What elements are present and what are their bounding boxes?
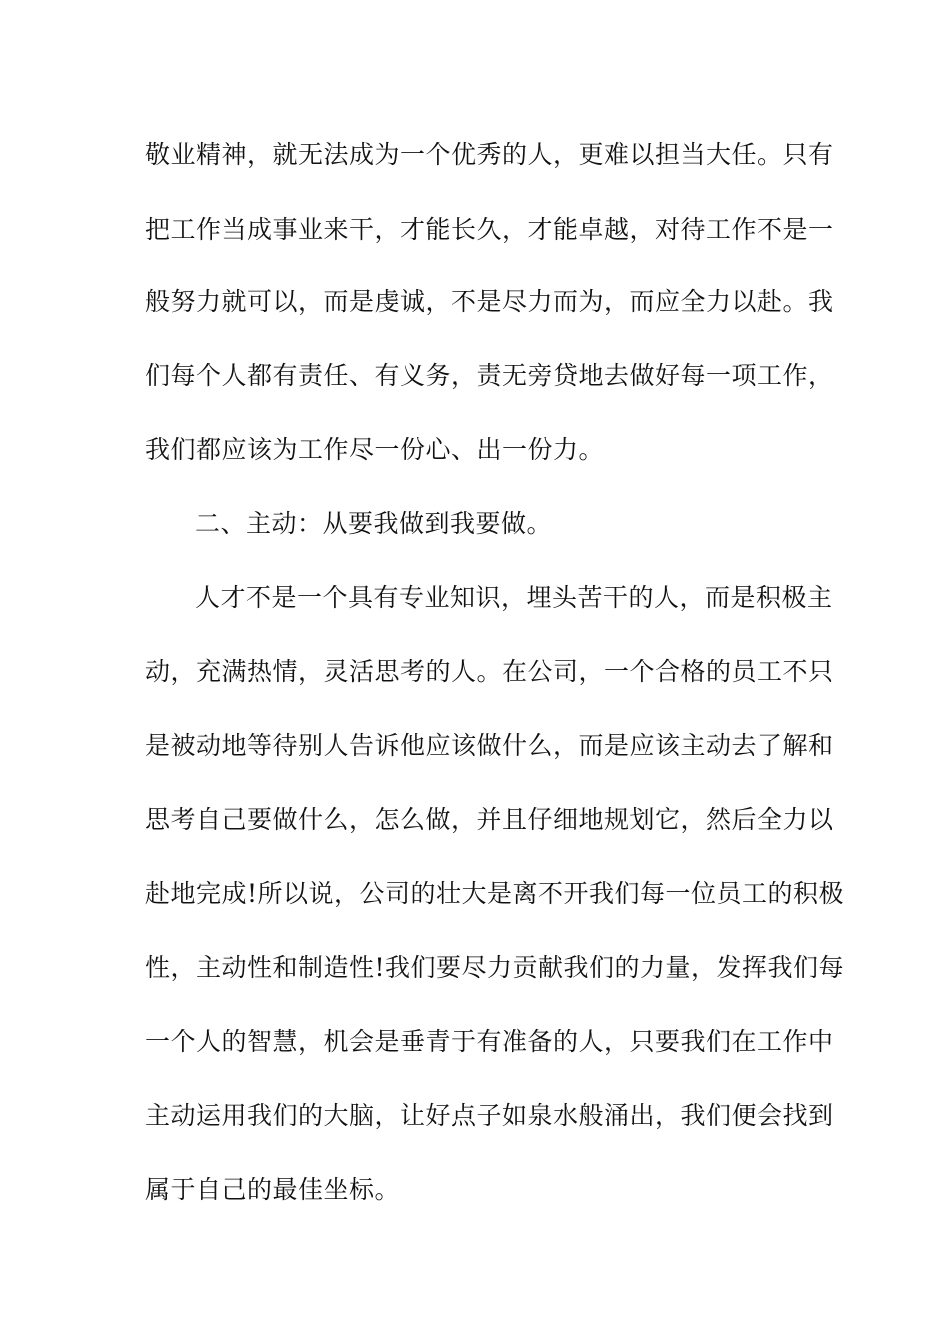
paragraph-line: 敬业精神，就无法成为一个优秀的人，更难以担当大任。只有 (145, 140, 834, 169)
paragraph-line: 属于自己的最佳坐标。 (145, 1175, 401, 1204)
paragraph-line: 人才不是一个具有专业知识，埋头苦干的人，而是积极主 (195, 583, 833, 612)
paragraph-line: 赴地完成!所以说，公司的壮大是离不开我们每一位员工的积极 (145, 879, 845, 908)
paragraph-line: 主动运用我们的大脑，让好点子如泉水般涌出，我们便会找到 (145, 1101, 834, 1130)
paragraph-line: 思考自己要做什么，怎么做，并且仔细地规划它，然后全力以 (145, 805, 834, 834)
paragraph-line: 般努力就可以，而是虔诚，不是尽力而为，而应全力以赴。我 (145, 287, 834, 316)
paragraph-line: 们每个人都有责任、有义务，责无旁贷地去做好每一项工作， (145, 361, 834, 390)
paragraph-line: 动，充满热情，灵活思考的人。在公司，一个合格的员工不只 (145, 657, 834, 686)
section-heading: 二、主动：从要我做到我要做。 (195, 509, 553, 538)
paragraph-line: 一个人的智慧，机会是垂青于有准备的人，只要我们在工作中 (145, 1027, 834, 1056)
paragraph-line: 是被动地等待别人告诉他应该做什么，而是应该主动去了解和 (145, 731, 834, 760)
paragraph-line: 把工作当成事业来干，才能长久，才能卓越，对待工作不是一 (145, 215, 834, 244)
paragraph-line: 我们都应该为工作尽一份心、出一份力。 (145, 435, 605, 464)
paragraph-line: 性，主动性和制造性!我们要尽力贡献我们的力量，发挥我们每 (145, 953, 845, 982)
